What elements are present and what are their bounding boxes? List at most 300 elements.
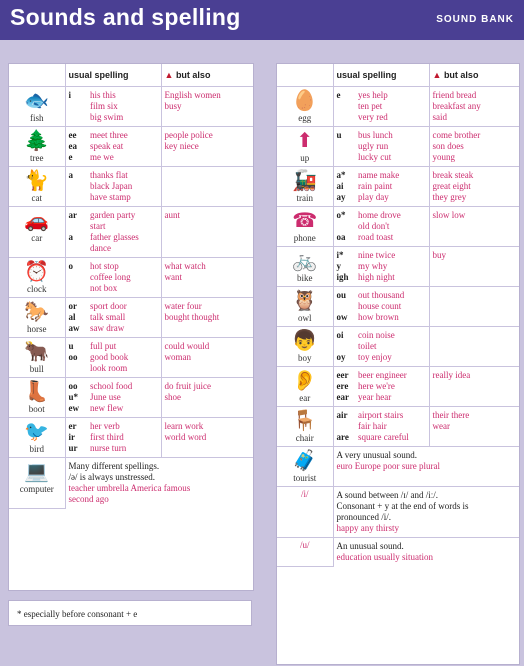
picture-cell	[9, 127, 65, 167]
keyword-computer: computer	[19, 484, 54, 494]
keyword-boot: boot	[28, 404, 45, 414]
description-line: A very unusual sound.	[336, 450, 417, 460]
exception-words: learn work	[164, 421, 204, 431]
spelling-pattern: u	[68, 341, 74, 351]
picture-cell	[9, 167, 65, 207]
picture-cell	[277, 367, 333, 407]
picture-cell	[9, 418, 65, 458]
header-but-also	[161, 64, 253, 87]
example-words: toy enjoy	[358, 352, 392, 362]
but-also-cell	[429, 367, 519, 407]
spelling-pattern: ee	[68, 130, 77, 140]
picture-cell	[277, 287, 333, 327]
sound-row-horse	[9, 298, 253, 338]
keyword-car: car	[31, 233, 43, 243]
spelling-pattern: ai	[336, 181, 344, 191]
example-words: first third	[90, 432, 124, 442]
spelling-cell	[65, 87, 87, 127]
spelling-pattern	[337, 421, 356, 432]
sound-description	[333, 538, 519, 567]
exception-words: friend bread	[432, 90, 477, 100]
phone-icon: ☎	[292, 208, 318, 232]
page-header	[0, 0, 524, 40]
exception-words: great eight	[432, 181, 471, 191]
but-also-cell	[429, 327, 519, 367]
example-words: speak eat	[90, 141, 124, 151]
spelling-pattern: a	[68, 170, 73, 180]
exception-words: aunt	[164, 210, 181, 220]
example-words: full put	[90, 341, 117, 351]
but-also-cell	[161, 258, 253, 298]
keyword-tourist: tourist	[293, 473, 317, 483]
example-words: his this	[90, 90, 116, 100]
exception-words: buy	[432, 250, 447, 260]
bull-icon: 🐂	[24, 339, 50, 363]
left-sound-table	[9, 64, 253, 509]
keyword-fish: fish	[30, 113, 44, 123]
exception-words: son does	[432, 141, 464, 151]
spelling-cell	[333, 367, 355, 407]
examples-cell	[355, 167, 429, 207]
example-words: my why	[358, 261, 388, 271]
picture-cell	[277, 207, 333, 247]
exception-words: bought thought	[164, 312, 220, 322]
example-words: how brown	[358, 312, 399, 322]
but-also-cell	[429, 407, 519, 447]
sound-symbol-cell	[277, 487, 333, 538]
spelling-pattern: ow	[336, 312, 348, 322]
spelling-pattern: oo	[68, 352, 78, 362]
example-words: beer engineer	[358, 370, 407, 380]
schwa-description	[65, 458, 253, 509]
boy-icon: 👦	[292, 328, 318, 352]
sound-row-cat	[9, 167, 253, 207]
header-but-also-label: but also	[175, 70, 211, 80]
examples-cell	[87, 378, 161, 418]
spelling-cell	[333, 167, 355, 207]
spelling-cell	[333, 207, 355, 247]
tourist-description	[333, 447, 519, 487]
exception-words: English women	[164, 90, 221, 100]
example-words: high night	[358, 272, 395, 282]
example-words: play day	[358, 192, 389, 202]
examples-cell	[355, 207, 429, 247]
bike-icon: 🚲	[292, 248, 318, 272]
right-sound-table	[277, 64, 519, 567]
but-also-cell	[429, 247, 519, 287]
train-icon: 🚂	[292, 168, 318, 192]
spelling-pattern: ou	[336, 290, 347, 300]
sound-row-chair	[277, 407, 519, 447]
spelling-cell	[333, 287, 355, 327]
sound-symbol: /i/	[300, 489, 309, 499]
keyword-boy: boy	[298, 353, 312, 363]
example-words: bus lunch	[358, 130, 393, 140]
examples-cell	[87, 167, 161, 207]
example-words: hot stop	[90, 261, 119, 271]
tourist-icon: 🧳	[292, 448, 318, 472]
example-words: here we're	[358, 381, 395, 391]
spelling-pattern: ere	[336, 381, 349, 391]
example-words: ten pet	[358, 101, 383, 111]
keyword-up: up	[300, 153, 310, 163]
exception-words: really idea	[432, 370, 471, 380]
spelling-pattern: er	[68, 421, 77, 431]
spelling-cell	[65, 298, 87, 338]
warning-icon: ▲	[432, 70, 444, 80]
i-sound-row	[277, 487, 519, 538]
description-line: Many different spellings.	[68, 461, 160, 471]
examples-cell	[355, 367, 429, 407]
keyword-tree: tree	[30, 153, 44, 163]
examples-cell	[87, 298, 161, 338]
spelling-pattern: oa	[336, 232, 346, 242]
description-line: An unusual sound.	[336, 541, 404, 551]
example-words: coin noise	[358, 330, 395, 340]
example-words: airport stairs	[358, 410, 404, 420]
exception-words: they grey	[432, 192, 467, 202]
exception-words: said	[432, 112, 448, 122]
spelling-pattern: ay	[336, 192, 346, 202]
examples-cell	[355, 127, 429, 167]
exception-words: slow low	[432, 210, 466, 220]
header-usual-spelling: usual spelling	[333, 64, 429, 87]
spelling-cell	[333, 87, 355, 127]
exception-words: break steak	[432, 170, 474, 180]
but-also-cell	[161, 378, 253, 418]
spelling-pattern: i*	[336, 250, 344, 260]
spelling-cell	[65, 418, 87, 458]
spelling-pattern: ar	[68, 210, 77, 220]
header-but-also-label: but also	[443, 70, 479, 80]
example-words: film six	[90, 101, 118, 111]
spelling-pattern: oo	[68, 381, 78, 391]
example-words: meet three	[90, 130, 128, 140]
spelling-cell	[333, 407, 355, 447]
exception-words: breakfast any	[432, 101, 481, 111]
sound-description	[333, 487, 519, 538]
car-icon: 🚗	[24, 208, 50, 232]
examples-cell	[87, 87, 161, 127]
spelling-cell	[65, 127, 87, 167]
picture-cell	[277, 327, 333, 367]
keyword-cat: cat	[31, 193, 42, 203]
exception-words: could would	[164, 341, 210, 351]
spelling-pattern: u	[336, 130, 342, 140]
picture-cell	[9, 338, 65, 378]
page-title: Sounds and spelling	[10, 4, 241, 30]
example-words: toilet	[358, 341, 377, 351]
description-line: pronounced /i/.	[336, 512, 391, 522]
example-words: road toast	[358, 232, 394, 242]
exception-words: come brother	[432, 130, 481, 140]
picture-cell	[9, 458, 65, 509]
sound-row-computer	[9, 458, 253, 509]
sound-row-tree	[9, 127, 253, 167]
example-words: house count	[358, 301, 402, 311]
keyword-bull: bull	[29, 364, 44, 374]
description-line: Consonant + y at the end of words is	[336, 501, 469, 511]
keyword-chair: chair	[295, 433, 314, 443]
section-label: SOUND BANK	[436, 14, 514, 25]
but-also-cell	[161, 127, 253, 167]
exception-words: key niece	[164, 141, 199, 151]
examples-cell	[355, 87, 429, 127]
example-words: thanks flat	[90, 170, 128, 180]
spelling-cell	[333, 127, 355, 167]
example-words: new flew	[90, 403, 124, 413]
spelling-pattern: ir	[68, 432, 75, 442]
left-sound-panel	[8, 63, 254, 591]
example-words: saw draw	[90, 323, 125, 333]
spelling-pattern: air	[336, 410, 348, 420]
example-words: dance	[90, 243, 111, 253]
example-words: yes help	[358, 90, 388, 100]
example-words: nurse turn	[90, 443, 127, 453]
example-words: square careful	[358, 432, 409, 442]
sound-row-bird	[9, 418, 253, 458]
but-also-cell	[429, 287, 519, 327]
picture-cell	[9, 378, 65, 418]
spelling-pattern: o*	[336, 210, 346, 220]
horse-icon: 🐎	[24, 299, 50, 323]
sound-row-clock	[9, 258, 253, 298]
table-header-row	[9, 64, 253, 87]
sound-row-tourist	[277, 447, 519, 487]
u-sound-row	[277, 538, 519, 567]
header-usual-spelling: usual spelling	[65, 64, 161, 87]
spelling-cell	[333, 247, 355, 287]
exception-words: their there	[432, 410, 470, 420]
picture-cell	[277, 127, 333, 167]
but-also-cell	[161, 418, 253, 458]
example-words: year hear	[358, 392, 392, 402]
example-words: rain paint	[358, 181, 393, 191]
sound-row-up	[277, 127, 519, 167]
spelling-pattern: o	[68, 261, 73, 271]
sound-symbol: /u/	[299, 540, 310, 550]
spelling-cell	[65, 167, 87, 207]
exception-words: wear	[432, 421, 451, 431]
warning-icon: ▲	[164, 70, 176, 80]
example-words: school food	[90, 381, 133, 391]
spelling-pattern	[337, 301, 356, 312]
example-words: sport door	[90, 301, 127, 311]
ear-icon: 👂	[292, 368, 318, 392]
right-sound-panel	[276, 63, 520, 665]
example-words: good book	[90, 352, 129, 362]
examples-cell	[87, 338, 161, 378]
description-line: /ə/ is always unstressed.	[68, 472, 155, 482]
exception-words: do fruit juice	[164, 381, 212, 391]
spelling-pattern	[337, 221, 356, 232]
sound-row-boy	[277, 327, 519, 367]
sound-row-bull	[9, 338, 253, 378]
spelling-pattern: u*	[68, 392, 79, 402]
picture-cell	[277, 87, 333, 127]
but-also-cell	[161, 87, 253, 127]
sound-row-boot	[9, 378, 253, 418]
but-also-cell	[161, 338, 253, 378]
spelling-pattern: are	[336, 432, 349, 442]
exception-words: people police	[164, 130, 213, 140]
exception-words: busy	[164, 101, 182, 111]
chair-icon: 🪑	[292, 408, 318, 432]
sound-row-bike	[277, 247, 519, 287]
sound-row-car	[9, 207, 253, 258]
example-words: talk small	[90, 312, 126, 322]
exception-words: shoe	[164, 392, 182, 402]
keyword-clock: clock	[27, 284, 47, 294]
spelling-pattern: i	[68, 90, 72, 100]
exception-words: what watch	[164, 261, 206, 271]
spelling-pattern	[337, 341, 356, 352]
examples-cell	[87, 127, 161, 167]
spelling-pattern: y	[336, 261, 341, 271]
picture-cell	[277, 407, 333, 447]
example-words: look room	[90, 363, 128, 373]
table-header-row	[277, 64, 519, 87]
header-picture-col	[9, 64, 65, 87]
example-words: father glasses	[90, 232, 139, 242]
description-line: A sound between /ɪ/ and /iː/.	[336, 490, 438, 500]
keyword-horse: horse	[27, 324, 47, 334]
spelling-cell	[65, 378, 87, 418]
sound-row-ear	[277, 367, 519, 407]
example-words: garden party	[90, 210, 136, 220]
examples-cell	[87, 258, 161, 298]
spelling-pattern: al	[68, 312, 76, 322]
sound-row-egg	[277, 87, 519, 127]
example-words: lucky cut	[358, 152, 392, 162]
examples-cell	[355, 247, 429, 287]
spelling-pattern: ear	[336, 392, 349, 402]
spelling-pattern: oy	[336, 352, 346, 362]
exception-words: young	[432, 152, 456, 162]
example-words: fair hair	[358, 421, 387, 431]
spelling-cell	[65, 258, 87, 298]
spelling-pattern: oi	[336, 330, 344, 340]
sound-row-phone	[277, 207, 519, 247]
example-words: black Japan	[90, 181, 133, 191]
but-also-cell	[429, 167, 519, 207]
spelling-pattern: ew	[68, 403, 79, 413]
picture-cell	[9, 258, 65, 298]
spelling-pattern	[69, 221, 88, 232]
example-words: very red	[358, 112, 388, 122]
example-words: name make	[358, 170, 400, 180]
picture-cell	[9, 298, 65, 338]
cat-icon: 🐈	[24, 168, 50, 192]
examples-cell	[355, 327, 429, 367]
sound-row-fish	[9, 87, 253, 127]
example-words: out thousand	[358, 290, 405, 300]
but-also-cell	[429, 87, 519, 127]
keyword-bike: bike	[297, 273, 313, 283]
sound-row-owl	[277, 287, 519, 327]
example-words: her verb	[90, 421, 120, 431]
spelling-pattern: ea	[68, 141, 77, 151]
description-line: euro Europe poor sure plural	[336, 461, 440, 471]
sound-symbol-cell	[277, 538, 333, 567]
bird-icon: 🐦	[24, 419, 50, 443]
example-words: me we	[90, 152, 114, 162]
keyword-phone: phone	[293, 233, 316, 243]
sound-row-train	[277, 167, 519, 207]
examples-cell	[87, 418, 161, 458]
tree-icon: 🌲	[24, 128, 50, 152]
keyword-train: train	[296, 193, 313, 203]
computer-icon: 💻	[24, 459, 50, 483]
spelling-pattern: e	[68, 152, 73, 162]
spelling-pattern: igh	[336, 272, 349, 282]
spelling-pattern: or	[68, 301, 77, 311]
description-line: happy any thirsty	[336, 523, 399, 533]
exception-words: world word	[164, 432, 207, 442]
but-also-cell	[161, 298, 253, 338]
picture-cell	[277, 447, 333, 487]
egg-icon: 🥚	[292, 88, 318, 112]
example-words: not box	[90, 283, 118, 293]
spelling-cell	[65, 338, 87, 378]
description-line: teacher umbrella America famous	[68, 483, 191, 493]
keyword-ear: ear	[299, 393, 311, 403]
spelling-pattern: aw	[68, 323, 80, 333]
picture-cell	[277, 247, 333, 287]
example-words: June use	[90, 392, 121, 402]
keyword-egg: egg	[298, 113, 312, 123]
exception-words: want	[164, 272, 183, 282]
boot-icon: 👢	[24, 379, 50, 403]
example-words: ugly run	[358, 141, 389, 151]
example-words: coffee long	[90, 272, 131, 282]
fish-icon: 🐟	[24, 88, 50, 112]
spelling-pattern: a	[68, 232, 73, 242]
spelling-pattern: e	[336, 90, 341, 100]
clock-icon: ⏰	[24, 259, 50, 283]
example-words: big swim	[90, 112, 124, 122]
examples-cell	[355, 287, 429, 327]
description-line: education usually situation	[336, 552, 433, 562]
example-words: start	[90, 221, 106, 231]
example-words: have stamp	[90, 192, 131, 202]
spelling-cell	[65, 207, 87, 258]
but-also-cell	[161, 207, 253, 258]
exception-words: water four	[164, 301, 202, 311]
picture-cell	[277, 167, 333, 207]
keyword-bird: bird	[29, 444, 44, 454]
owl-icon: 🦉	[292, 288, 318, 312]
spelling-pattern: eer	[336, 370, 349, 380]
example-words: old don't	[358, 221, 390, 231]
spelling-pattern: a*	[336, 170, 346, 180]
but-also-cell	[161, 167, 253, 207]
up-arrow-icon: ⬆	[296, 128, 314, 152]
but-also-cell	[429, 207, 519, 247]
picture-cell	[9, 207, 65, 258]
examples-cell	[87, 207, 161, 258]
example-words: home drove	[358, 210, 401, 220]
header-but-also	[429, 64, 519, 87]
keyword-owl: owl	[298, 313, 312, 323]
but-also-cell	[429, 127, 519, 167]
header-picture-col	[277, 64, 333, 87]
example-words: nine twice	[358, 250, 396, 260]
exception-words: woman	[164, 352, 192, 362]
description-line: second ago	[68, 494, 109, 504]
footnote: * especially before consonant + e	[8, 600, 252, 626]
spelling-cell	[333, 327, 355, 367]
